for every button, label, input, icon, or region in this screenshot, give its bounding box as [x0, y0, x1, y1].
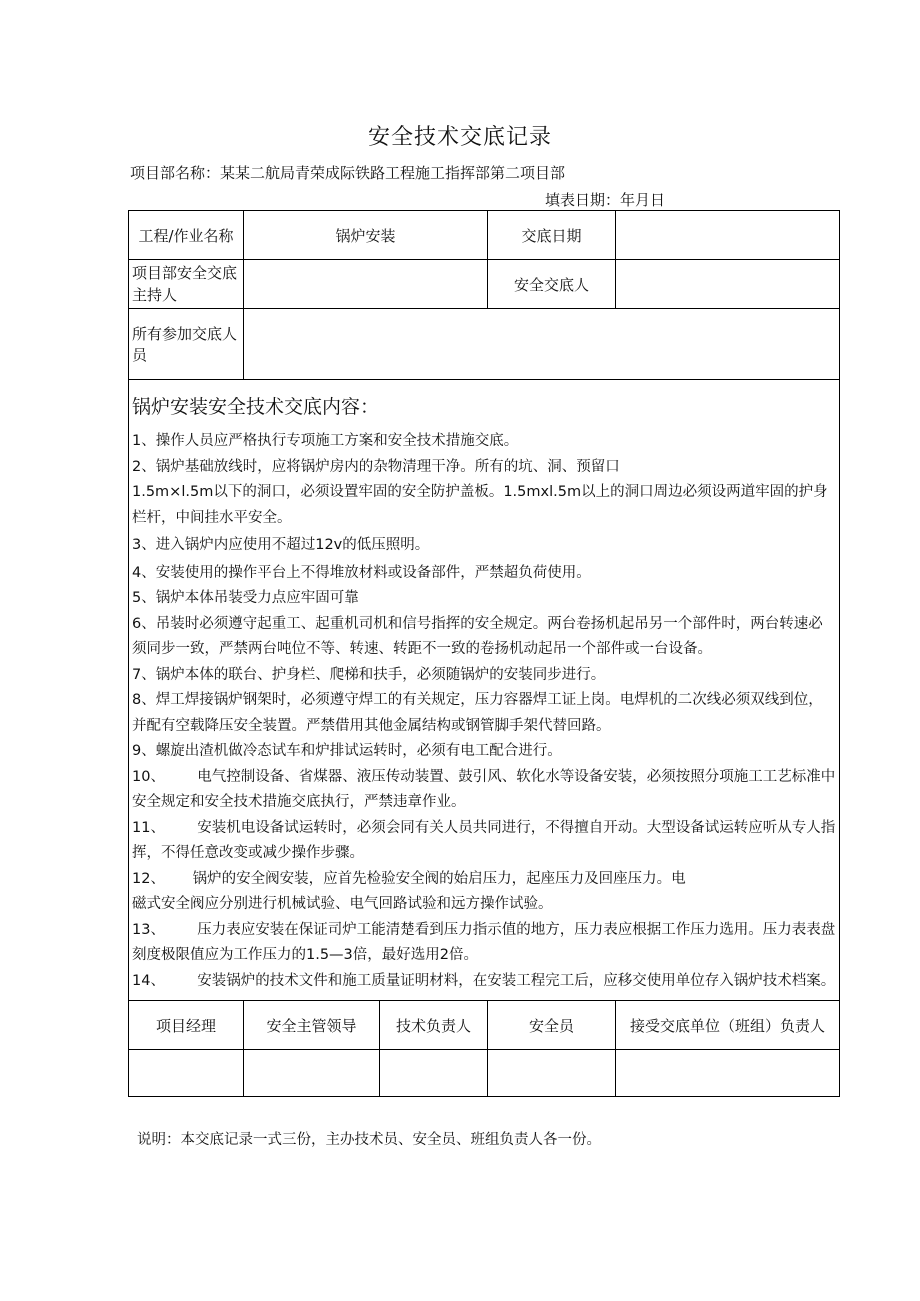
project-name: 某某二航局青荣成际铁路工程施工指挥部第二项目部 — [220, 164, 566, 182]
content-item-2-cont: 1.5m×l.5m以下的洞口，必须设置牢固的安全防护盖板。1.5mxl.5m以上的洞口周边必须设两道牢固的护身栏杆，中间挂水平安全。 — [132, 484, 828, 526]
content-item-1: 1、操作人员应严格执行专项施工方案和安全技术措施交底。 — [132, 433, 519, 449]
content-item-7: 7、锅炉本体的联台、护身栏、爬梯和扶手，必须随锅炉的安装同步进行。 — [132, 666, 606, 683]
host-value — [244, 260, 488, 309]
briefing-table — [128, 210, 840, 1097]
content-item-12: 12、 锅炉的安全阀安装，应首先检验安全阀的始启压力，起座压力及回座压力。电 — [132, 870, 686, 887]
content-item-13: 13、 压力表应安装在保证司炉工能清楚看到压力指示值的地方，压力表应根据工作压力选用。压力表表盘刻度极限值应为工作压力的1.5—3倍，最好选用2倍。 — [132, 921, 836, 963]
content-item-4: 4、安装使用的操作平台上不得堆放材料或设备部件，严禁超负荷使用。 — [132, 564, 591, 581]
content-cell — [129, 380, 840, 1001]
content-heading: 锅炉安装安全技术交底内容： — [132, 396, 380, 418]
brief-date-value — [616, 211, 840, 260]
signoff-safety-lead-label: 安全主管领导 — [244, 1001, 380, 1050]
signoff-safety-lead-value — [244, 1050, 380, 1097]
briefer-value — [616, 260, 840, 309]
content-item-3: 3、进入锅炉内应使用不超过12v的低压照明。 — [132, 537, 430, 553]
content-item-8: 8、焊工焊接锅炉钢架时，必须遵守焊工的有关规定，压力容器焊工证上岗。电焊机的二次线必须双线到位，并配有空载降压安全装置。严禁借用其他金属结构或钢管脚手架代替回路。 — [132, 692, 823, 734]
participants-value — [244, 309, 840, 380]
fill-date: 填表日期：年月日 — [545, 191, 666, 209]
signoff-team-lead-value — [616, 1050, 840, 1097]
signoff-tech-lead-value — [380, 1050, 488, 1097]
brief-date-label: 交底日期 — [488, 211, 616, 260]
content-item-9: 9、螺旋出渣机做冷态试车和炉排试运转时，必须有电工配合进行。 — [132, 743, 562, 759]
project-line — [130, 162, 565, 183]
content-item-10: 10、 电气控制设备、省煤器、液压传动装置、鼓引风、软化水等设备安装，必须按照分项施工工艺标准中安全规定和安全技术措施交底执行，严禁违章作业。 — [132, 768, 836, 810]
content-item-12-cont: 磁式安全阀应分别进行机械试验、电气回路试验和远方操作试验。 — [132, 896, 553, 912]
signoff-project-manager-label: 项目经理 — [129, 1001, 244, 1050]
signoff-safety-officer-value — [488, 1050, 616, 1097]
page-title: 安全技术交底记录 — [367, 125, 552, 150]
content-item-6: 6、吊装时必须遵守起重工、起重机司机和信号指挥的安全规定。两台卷扬机起吊另一个部件时，两台转速必须同步一致，严禁两台吨位不等、转速、转距不一致的卷扬机动起吊一个部件或一台设备。 — [132, 615, 823, 657]
content-item-14: 14、 安装锅炉的技术文件和施工质量证明材料，在安装工程完工后，应移交使用单位存入锅炉技术档案。 — [132, 972, 836, 989]
footnote: 说明：本交底记录一式三份，主办技术员、安全员、班组负责人各一份。 — [137, 1132, 601, 1148]
content-item-11: 11、 安装机电设备试运转时，必须会同有关人员共同进行，不得擅自开动。大型设备试运转应听从专人指挥，不得任意改变或减少操作步骤。 — [132, 819, 836, 861]
host-label: 项目部安全交底主持人 — [129, 260, 244, 309]
signoff-project-manager-value — [129, 1050, 244, 1097]
content-item-5: 5、锅炉本体吊装受力点应牢固可靠 — [132, 590, 359, 606]
participants-label: 所有参加交底人员 — [129, 309, 244, 380]
signoff-tech-lead-label: 技术负责人 — [380, 1001, 488, 1050]
work-name-value: 锅炉安装 — [244, 211, 488, 260]
signoff-team-lead-label: 接受交底单位（班组）负责人 — [616, 1001, 840, 1050]
project-label: 项目部名称： — [130, 164, 221, 182]
content-item-2: 2、锅炉基础放线时，应将锅炉房内的杂物清理干净。所有的坑、洞、预留口 — [132, 458, 620, 475]
briefer-label: 安全交底人 — [488, 260, 616, 309]
signoff-safety-officer-label: 安全员 — [488, 1001, 616, 1050]
work-name-label: 工程/作业名称 — [129, 211, 244, 260]
